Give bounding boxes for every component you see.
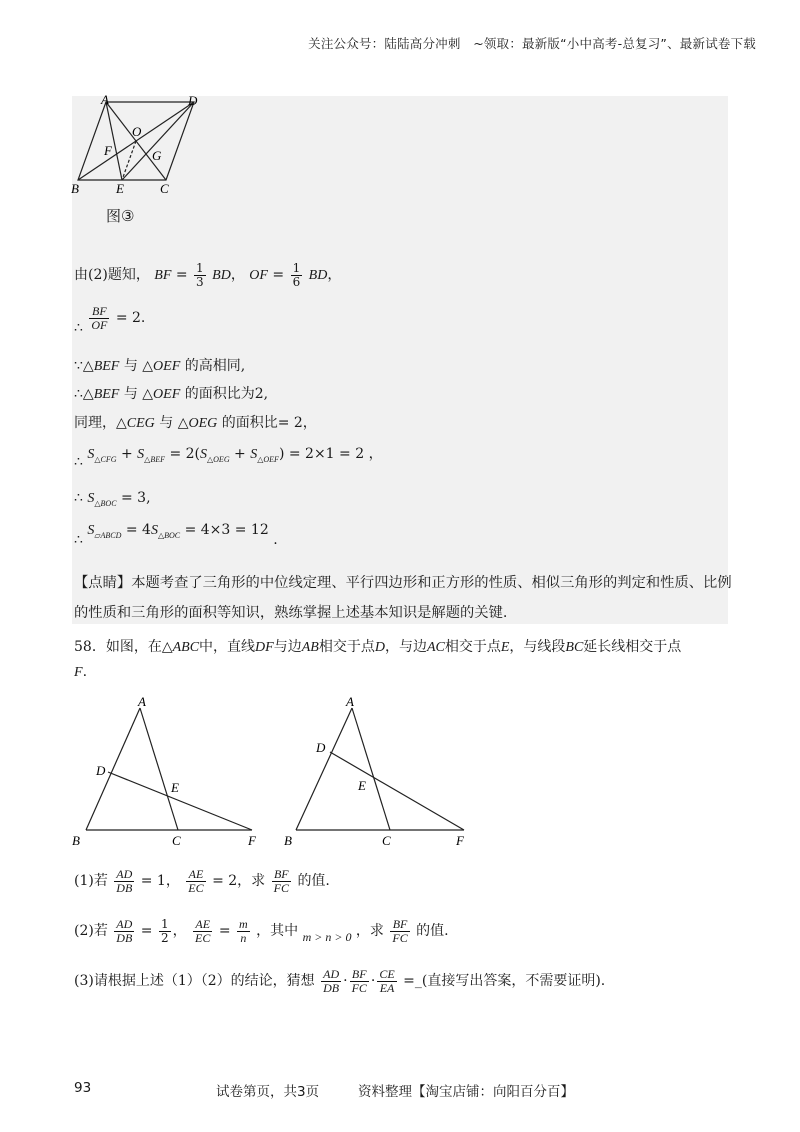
text: + <box>234 446 246 462</box>
fig1-label-e: E <box>171 780 179 795</box>
text: 的面积比= 2， <box>221 415 317 431</box>
problem-58-line-2 <box>74 664 87 681</box>
solution-line-7 <box>74 490 151 508</box>
text: S <box>87 523 95 538</box>
therefore-symbol: ∴ <box>74 490 83 506</box>
text: ， <box>230 267 245 284</box>
because-symbol: ∵ <box>74 358 83 374</box>
fraction-one-sixth <box>291 262 303 288</box>
numerator: CE <box>379 967 395 981</box>
text: 延长线相交于点 <box>583 639 682 655</box>
text: ，与线段 <box>509 639 566 655</box>
text: = <box>272 267 285 284</box>
text: S <box>250 447 258 462</box>
text: OEF <box>153 387 181 402</box>
problem-58-figure-2 <box>282 690 482 855</box>
fraction-bf-of <box>89 305 109 331</box>
denominator: FC <box>392 930 408 945</box>
subscript: △CFG <box>94 454 117 464</box>
fraction-ae-ec <box>186 868 205 894</box>
text: + <box>120 446 133 462</box>
fig3-label-g: G <box>152 148 162 163</box>
triangle-symbol: △ <box>82 358 94 374</box>
text: (3)请根据上述（1）（2）的结论，猜想 <box>74 973 315 990</box>
text: BC <box>565 640 584 655</box>
solution-line-2 <box>74 305 145 336</box>
header-note: 关注公众号：陆陆高分冲刺 ~领取：最新版“小中高考-总复习”、最新试卷下载 <box>308 36 756 51</box>
triangle-symbol: △ <box>82 386 94 402</box>
numerator: AE <box>186 868 205 882</box>
figure-3-caption: 图③ <box>106 207 135 225</box>
fraction-ad-db <box>114 918 134 944</box>
denominator: DB <box>323 980 340 995</box>
fig2-label-c: C <box>382 833 391 848</box>
numerator: m <box>239 917 248 931</box>
fraction-bf-fc <box>350 968 369 994</box>
condition: m > n > 0 <box>302 930 352 945</box>
fig1-label-c: C <box>172 833 181 848</box>
subscript: △BOC <box>157 530 181 540</box>
text: 相交于点 <box>444 639 501 655</box>
solution-line-3 <box>74 355 245 375</box>
text: BD <box>212 268 231 284</box>
fraction-ad-db <box>114 868 134 894</box>
subscript: △OEF <box>257 454 279 464</box>
text: = 1， <box>140 873 180 890</box>
denominator: EC <box>195 930 211 945</box>
question-2 <box>74 918 449 945</box>
therefore-symbol: ∴ <box>74 454 83 470</box>
text: · <box>343 973 348 990</box>
fig1-label-d: D <box>96 763 106 778</box>
denominator: OF <box>91 317 108 332</box>
text: BD <box>308 268 328 284</box>
fig3-label-d: D <box>188 93 198 108</box>
text: OF <box>249 268 268 284</box>
text: ， <box>368 446 383 462</box>
text: BEF <box>93 387 120 402</box>
numerator: AE <box>193 918 212 932</box>
fig3-label-c: C <box>160 181 169 196</box>
text: = 2. <box>115 310 146 327</box>
denominator: 6 <box>292 274 301 289</box>
numerator: 1 <box>292 261 301 275</box>
text: ，与边 <box>384 639 427 655</box>
text: ) = 2×1 = 2 <box>278 446 365 462</box>
text: F <box>74 665 83 680</box>
denominator: 2 <box>160 930 169 945</box>
fraction-one-third <box>194 262 206 288</box>
text: = 2，求 <box>212 873 266 890</box>
text: 的值. <box>416 923 449 940</box>
text: S <box>150 523 158 538</box>
footer-center: 试卷第页，共3页 <box>216 1084 320 1100</box>
triangle-symbol: △ <box>142 358 154 374</box>
numerator: BF <box>89 305 109 319</box>
text: OEG <box>188 416 218 431</box>
fig2-label-f: F <box>456 833 464 848</box>
text: = <box>175 267 188 284</box>
text: = 4×3 = 12 <box>184 522 269 538</box>
denominator: DB <box>116 930 133 945</box>
fraction-bf-fc <box>272 868 291 894</box>
text: S <box>200 447 207 462</box>
text: . <box>82 664 88 680</box>
question-1 <box>74 868 330 894</box>
fraction-ae-ec <box>193 918 212 944</box>
comment-line-1 <box>74 572 732 592</box>
footer-source: 资料整理【淘宝店铺：向阳百分百】 <box>358 1084 574 1100</box>
triangle-symbol: △ <box>142 386 154 402</box>
text: 的面积比为2, <box>184 386 269 402</box>
denominator: EA <box>379 980 395 995</box>
fig2-label-b: B <box>284 833 292 848</box>
text: · <box>370 973 376 990</box>
numerator: 1 <box>160 917 169 931</box>
fig1-label-a: A <box>138 694 146 709</box>
solution-line-1 <box>74 262 341 288</box>
denominator: DB <box>116 880 133 895</box>
text: ， <box>172 923 187 940</box>
fraction-ad-db <box>321 968 341 994</box>
figure-3-parallelogram <box>70 92 220 207</box>
text: = <box>140 923 153 940</box>
solution-line-5 <box>74 412 317 432</box>
text: S <box>137 447 145 462</box>
solution-line-4 <box>74 383 268 403</box>
fig1-label-b: B <box>72 833 80 848</box>
text: E <box>500 640 510 655</box>
numerator: BF <box>350 968 369 982</box>
fig3-label-o: O <box>132 124 142 139</box>
triangle-symbol: △ <box>177 415 189 431</box>
text: ，其中 <box>256 923 299 940</box>
text: DF <box>255 640 274 655</box>
text: 中，直线 <box>199 639 256 655</box>
text: 与边 <box>273 639 302 655</box>
text: CEG <box>126 416 155 431</box>
subscript: △OEG <box>207 454 230 464</box>
fraction-ce-ea <box>377 968 396 994</box>
subscript: △BOC <box>94 498 117 508</box>
subscript: ▱ABCD <box>94 530 122 540</box>
therefore-symbol: ∴ <box>74 386 83 402</box>
text: S <box>87 447 95 462</box>
numerator: BF <box>390 918 409 932</box>
text: ， <box>327 267 342 284</box>
denominator: FC <box>273 880 289 895</box>
denominator: FC <box>351 980 367 995</box>
text: . <box>273 532 278 548</box>
text: 与 <box>123 386 138 402</box>
text: (1)若 <box>74 873 108 890</box>
text: = 4 <box>125 522 151 538</box>
numerator: AD <box>323 967 340 981</box>
text: △ABC <box>161 640 200 655</box>
text: (2)若 <box>74 923 108 940</box>
therefore-symbol: ∴ <box>74 320 83 337</box>
question-3 <box>74 968 605 994</box>
denominator: n <box>240 930 247 945</box>
problem-58-figure-1 <box>70 690 270 855</box>
fig3-label-f: F <box>104 143 112 158</box>
problem-58-line-1 <box>74 636 681 656</box>
fig2-label-e: E <box>358 778 366 793</box>
numerator: BF <box>272 868 291 882</box>
text: 与 <box>159 415 174 431</box>
text: = 2( <box>169 446 200 462</box>
text: AC <box>426 640 445 655</box>
denominator: EC <box>188 880 204 895</box>
text: AB <box>301 640 319 655</box>
text: 相交于点 <box>318 639 375 655</box>
denominator: 3 <box>196 274 204 289</box>
solution-line-8 <box>74 522 278 548</box>
numerator: AD <box>116 867 133 881</box>
footer-page-number: 93 <box>74 1080 92 1096</box>
text: BF <box>154 268 172 284</box>
text: 由(2)题知， <box>74 267 150 284</box>
text: =_(直接写出答案，不需要证明). <box>403 973 606 990</box>
therefore-symbol: ∴ <box>74 532 83 548</box>
text: 本题考查了三角形的中位线定理、平行四边形和正方形的性质、相似三角形的判定和性质、比例 <box>131 575 732 591</box>
comment-tag: 【点睛】 <box>74 575 132 591</box>
text: D <box>374 640 385 655</box>
text: BEF <box>93 359 120 374</box>
fig3-label-b: B <box>71 181 79 196</box>
fraction-one-half <box>159 918 171 944</box>
triangle-symbol: △ <box>116 415 127 431</box>
text: = 3, <box>120 490 151 506</box>
numerator: AD <box>116 917 133 931</box>
text: 58．如图，在 <box>74 639 162 655</box>
fig2-label-a: A <box>346 694 354 709</box>
text: ，求 <box>355 923 384 940</box>
text: 的值. <box>297 873 330 890</box>
fig3-label-e: E <box>116 181 124 196</box>
text: 同理， <box>74 415 116 431</box>
text: = <box>218 923 231 940</box>
numerator: 1 <box>196 261 204 275</box>
fig3-label-a: A <box>101 92 109 107</box>
fig1-label-f: F <box>248 833 256 848</box>
text: S <box>87 491 95 506</box>
comment-line-2: 的性质和三角形的面积等知识，熟练掌握上述基本知识是解题的关键. <box>74 605 508 621</box>
subscript: △BEF <box>144 454 165 464</box>
fraction-m-n <box>237 918 250 944</box>
text: OEF <box>153 359 181 374</box>
fig2-label-d: D <box>316 740 326 755</box>
text: 的高相同, <box>184 358 246 374</box>
text: 与 <box>123 358 138 374</box>
solution-line-6 <box>74 443 383 470</box>
fraction-bf-fc <box>390 918 409 944</box>
